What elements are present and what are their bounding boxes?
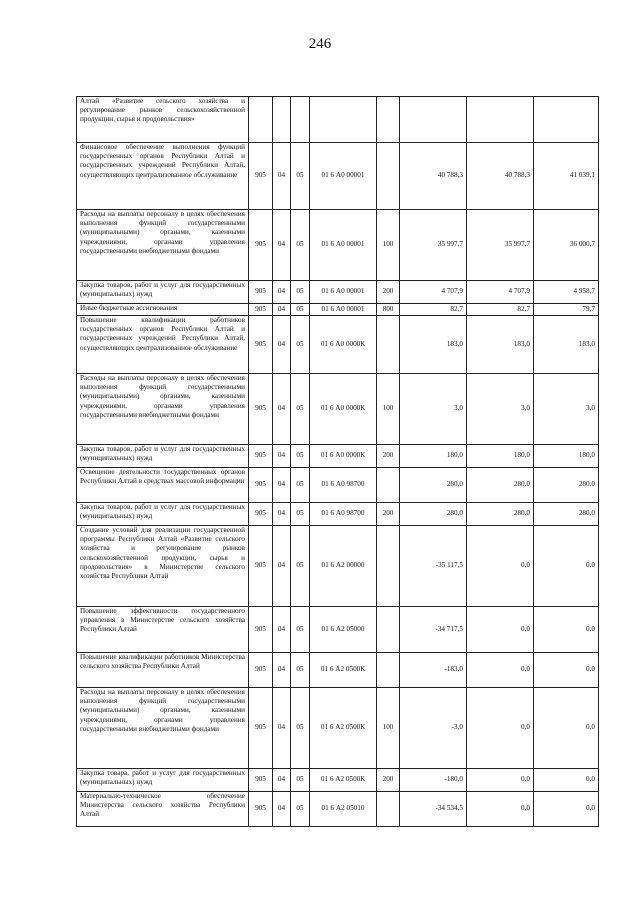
table-row [77,445,599,468]
grbs-cell: 905 [249,304,273,316]
expense-type-cell [377,792,400,827]
grbs-cell: 905 [249,445,273,468]
section-cell: 04 [273,769,291,792]
expense-type-cell: 200 [377,445,400,468]
table-row [77,210,599,281]
amount-year2-cell: 0,0 [467,688,534,769]
target-article-cell: 01 6 А0 00001 [310,304,377,316]
table-row [77,143,599,210]
section-cell: 04 [273,468,291,503]
amount-year2-cell: 280,0 [467,503,534,526]
amount-year2-cell: 35 997,7 [467,210,534,281]
expense-type-cell [377,97,400,143]
row-name: Закупка товаров, работ и услуг для государственных (муниципальных) нужд [77,445,249,468]
amount-year3-cell: 3,0 [534,374,599,445]
subsection-cell: 05 [291,468,310,503]
row-name: Повышение квалификации работников Министерства сельского хозяйства Республики Алтай [77,653,249,688]
amount-year3-cell: 79,7 [534,304,599,316]
amount-year1-cell: 35 997,7 [400,210,467,281]
section-cell: 04 [273,316,291,374]
target-article-cell: 01 6 А2 0500К [310,688,377,769]
table-row [77,374,599,445]
amount-year1-cell: 40 788,3 [400,143,467,210]
amount-year3-cell: 0,0 [534,653,599,688]
grbs-cell: 905 [249,210,273,281]
table-row [77,281,599,304]
row-name: Расходы на выплаты персоналу в целях обеспечения выполнения функций государственными (муниципальными) органами, казенными учреждениями, органами управления государственными внебюджетными фондами [77,210,249,281]
grbs-cell: 905 [249,769,273,792]
grbs-cell: 905 [249,374,273,445]
row-name: Закупка товаров, работ и услуг для государственных (муниципальных) нужд [77,503,249,526]
row-name: Повышение квалификации работников государственных органов Республики Алтай и государственных учреждений Республики Алтай, осуществляющих централизованное обслуживание [77,316,249,374]
amount-year1-cell: 180,0 [400,445,467,468]
amount-year3-cell: 0,0 [534,526,599,607]
amount-year1-cell: -3,0 [400,688,467,769]
row-name: Материально-техническое обеспечение Министерства сельского хозяйства Республики Алтай [77,792,249,827]
row-name: Закупка товара, работ и услуг для государственных (муниципальных) нужд [77,769,249,792]
amount-year3-cell: 0,0 [534,792,599,827]
amount-year2-cell [467,97,534,143]
target-article-cell: 01 6 А0 00001 [310,210,377,281]
row-name: Повышение эффективности государственного управления в Министерстве сельского хозяйства Республики Алтай [77,607,249,653]
grbs-cell: 905 [249,688,273,769]
subsection-cell: 05 [291,792,310,827]
amount-year1-cell: -34 717,5 [400,607,467,653]
row-name: Расходы на выплаты персоналу в целях обеспечения выполнения функций государственными (муниципальными) органами, казенными учреждениями, органами управления государственными внебюджетными фондами [77,688,249,769]
subsection-cell: 05 [291,503,310,526]
row-name: Создание условий для реализации государственной программы Республики Алтай «Развитие сельского хозяйства и регулирование рынков сельскохозяйственной продукции, сырья и продовольствия» в Министерстве сельского хозяйства Республики Алтай [77,526,249,607]
amount-year3-cell: 280,0 [534,468,599,503]
expense-type-cell: 100 [377,210,400,281]
table-row [77,468,599,503]
grbs-cell: 905 [249,143,273,210]
target-article-cell [310,97,377,143]
expense-type-cell [377,653,400,688]
subsection-cell: 05 [291,281,310,304]
subsection-cell: 05 [291,653,310,688]
amount-year1-cell: 3,0 [400,374,467,445]
expense-type-cell [377,607,400,653]
row-name: Освещение деятельности государственных органов Республики Алтай в средствах массовой информации [77,468,249,503]
target-article-cell: 01 6 А0 00001 [310,281,377,304]
amount-year3-cell: 41 039,1 [534,143,599,210]
section-cell: 04 [273,304,291,316]
subsection-cell: 05 [291,210,310,281]
amount-year1-cell [400,97,467,143]
subsection-cell: 05 [291,769,310,792]
section-cell: 04 [273,688,291,769]
target-article-cell: 01 6 А0 0000К [310,374,377,445]
subsection-cell [291,97,310,143]
expense-type-cell: 200 [377,503,400,526]
target-article-cell: 01 6 А0 0000К [310,445,377,468]
amount-year1-cell: -34 534,5 [400,792,467,827]
row-name: Финансовое обеспечение выполнения функций государственных органов Республики Алтай и государственных учреждений Республики Алтай, осуществляющих централизованное обслуживание [77,143,249,210]
table-row [77,688,599,769]
amount-year3-cell: 180,0 [534,445,599,468]
target-article-cell: 01 6 А0 00001 [310,143,377,210]
amount-year3-cell: 183,0 [534,316,599,374]
expense-type-cell: 200 [377,769,400,792]
amount-year1-cell: 280,0 [400,468,467,503]
section-cell: 04 [273,792,291,827]
expense-type-cell: 100 [377,688,400,769]
table-row [77,653,599,688]
subsection-cell: 05 [291,143,310,210]
subsection-cell: 05 [291,445,310,468]
table-row [77,526,599,607]
table-row [77,769,599,792]
page-number: 246 [308,36,332,52]
amount-year1-cell: -35 117,5 [400,526,467,607]
table-row [77,97,599,143]
amount-year2-cell: 4 707,9 [467,281,534,304]
amount-year1-cell: 183,0 [400,316,467,374]
amount-year3-cell [534,97,599,143]
target-article-cell: 01 6 А2 0500К [310,653,377,688]
section-cell: 04 [273,607,291,653]
subsection-cell: 05 [291,304,310,316]
section-cell: 04 [273,210,291,281]
section-cell: 04 [273,281,291,304]
amount-year1-cell: 4 707,9 [400,281,467,304]
section-cell: 04 [273,143,291,210]
amount-year3-cell: 0,0 [534,769,599,792]
grbs-cell [249,97,273,143]
subsection-cell: 05 [291,374,310,445]
amount-year2-cell: 0,0 [467,526,534,607]
amount-year1-cell: -183,0 [400,653,467,688]
amount-year2-cell: 0,0 [467,792,534,827]
row-name: Закупка товаров, работ и услуг для государственных (муниципальных) нужд [77,281,249,304]
subsection-cell: 05 [291,688,310,769]
expense-type-cell [377,316,400,374]
grbs-cell: 905 [249,607,273,653]
section-cell: 04 [273,503,291,526]
target-article-cell: 01 6 А0 0000К [310,316,377,374]
subsection-cell: 05 [291,607,310,653]
grbs-cell: 905 [249,653,273,688]
budget-table [76,96,599,827]
expense-type-cell [377,143,400,210]
row-name: Алтай «Развитие сельского хозяйства и регулирование рынков сельскохозяйственной продукции, сырья и продовольствия» [77,97,249,143]
grbs-cell: 905 [249,526,273,607]
grbs-cell: 905 [249,316,273,374]
section-cell: 04 [273,374,291,445]
amount-year1-cell: 280,0 [400,503,467,526]
row-name: Расходы на выплаты персоналу в целях обеспечения выполнения функций государственными (муниципальными) органами, казенными учреждениями, органами управления государственными внебюджетными фондами [77,374,249,445]
amount-year2-cell: 280,0 [467,468,534,503]
table-row [77,607,599,653]
section-cell [273,97,291,143]
grbs-cell: 905 [249,503,273,526]
amount-year3-cell: 0,0 [534,607,599,653]
section-cell: 04 [273,445,291,468]
table-row [77,792,599,827]
grbs-cell: 905 [249,468,273,503]
target-article-cell: 01 6 А2 05000 [310,607,377,653]
amount-year3-cell: 36 000,7 [534,210,599,281]
amount-year3-cell: 0,0 [534,688,599,769]
amount-year2-cell: 3,0 [467,374,534,445]
expense-type-cell: 200 [377,281,400,304]
table-row [77,316,599,374]
amount-year1-cell: -180,0 [400,769,467,792]
section-cell: 04 [273,526,291,607]
expense-type-cell [377,526,400,607]
amount-year2-cell: 0,0 [467,653,534,688]
grbs-cell: 905 [249,281,273,304]
amount-year2-cell: 180,0 [467,445,534,468]
amount-year2-cell: 183,0 [467,316,534,374]
subsection-cell: 05 [291,316,310,374]
expense-type-cell: 800 [377,304,400,316]
target-article-cell: 01 6 А2 00000 [310,526,377,607]
amount-year1-cell: 82,7 [400,304,467,316]
amount-year2-cell: 0,0 [467,769,534,792]
amount-year2-cell: 40 788,3 [467,143,534,210]
amount-year2-cell: 82,7 [467,304,534,316]
target-article-cell: 01 6 А2 0500К [310,769,377,792]
expense-type-cell [377,468,400,503]
amount-year3-cell: 280,0 [534,503,599,526]
expense-type-cell: 100 [377,374,400,445]
amount-year3-cell: 4 958,7 [534,281,599,304]
grbs-cell: 905 [249,792,273,827]
row-name: Иные бюджетные ассигнования [77,304,249,316]
section-cell: 04 [273,653,291,688]
target-article-cell: 01 6 А0 98700 [310,503,377,526]
target-article-cell: 01 6 А2 05010 [310,792,377,827]
table-row [77,503,599,526]
amount-year2-cell: 0,0 [467,607,534,653]
target-article-cell: 01 6 А0 98700 [310,468,377,503]
subsection-cell: 05 [291,526,310,607]
table-row [77,304,599,316]
